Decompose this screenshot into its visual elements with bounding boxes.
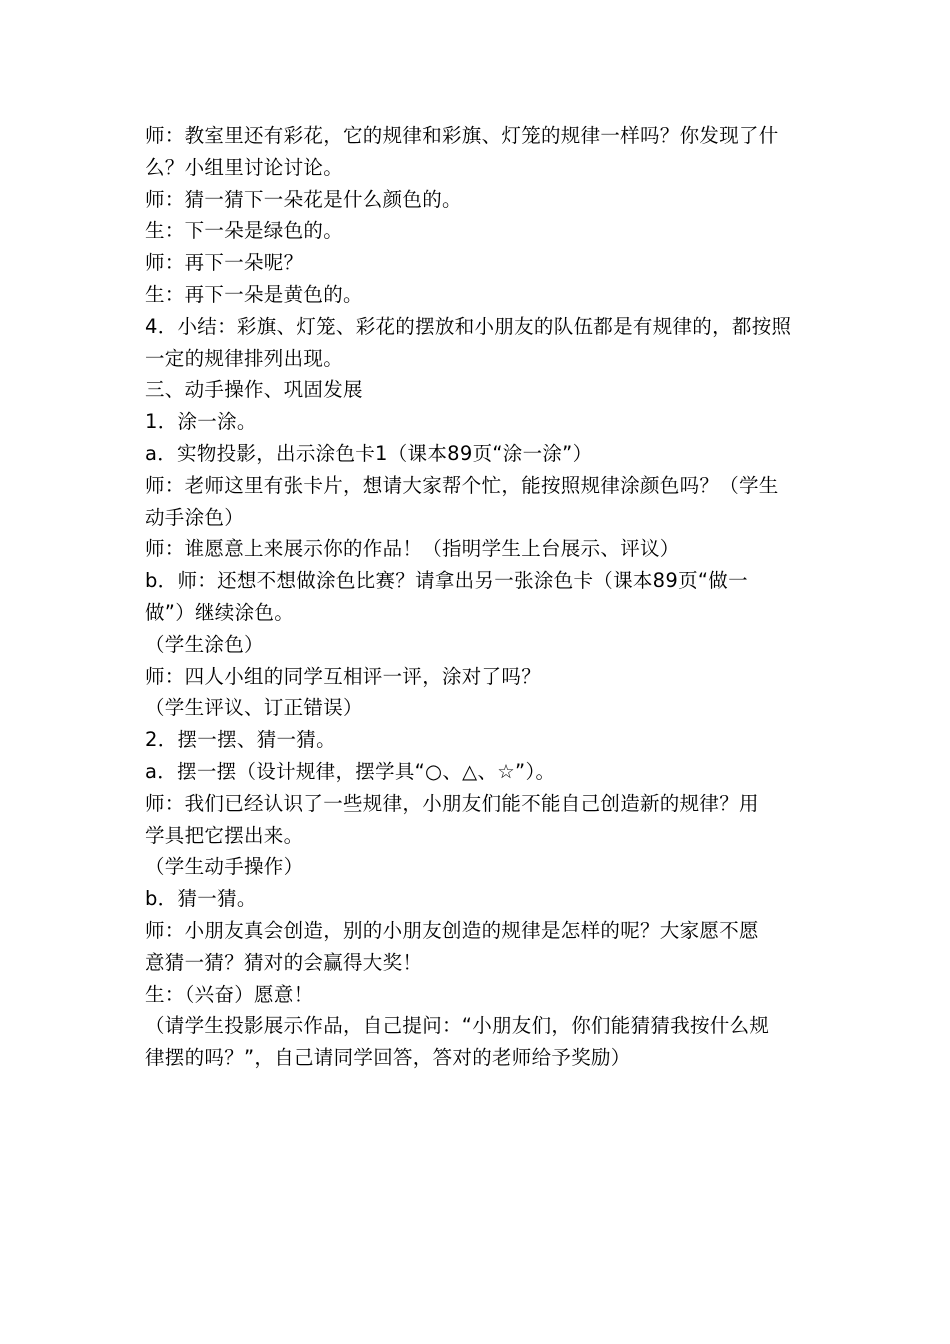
text-line: b．师：还想不想做涂色比赛？请拿出另一张涂色卡（课本89页“做一 [145,569,748,593]
text-line: 么？小组里讨论讨论。 [145,155,344,179]
text-line: a．实物投影，出示涂色卡1（课本89页“涂一涂”） [145,441,593,465]
text-line: 师：四人小组的同学互相评一评，涂对了吗？ [145,664,542,688]
text-line: 学具把它摆出来。 [145,823,304,847]
section-heading: 三、动手操作、巩固发展 [145,378,363,402]
text-line: 生：下一朵是绿色的。 [145,219,344,243]
text-line: 1．涂一涂。 [145,410,257,434]
text-line: 师：教室里还有彩花，它的规律和彩旗、灯笼的规律一样吗？你发现了什 [145,124,779,147]
text-line: （学生评议、订正错误） [145,696,363,720]
text-line: 生：再下一朵是黄色的。 [145,282,363,306]
text-line: 师：我们已经认识了一些规律，小朋友们能不能自己创造新的规律？用 [145,791,759,815]
text-line: （请学生投影展示作品，自己提问：“小朋友们，你们能猜猜我按什么规 [145,1014,770,1038]
text-line: 师：再下一朵呢？ [145,251,304,275]
text-line: 动手涂色） [145,505,245,529]
text-line: 生：（兴奋）愿意！ [145,982,314,1006]
text-line: 2．摆一摆、猜一猜。 [145,728,336,752]
text-line: 师：小朋友真会创造，别的小朋友创造的规律是怎样的呢？大家愿不愿 [145,918,759,942]
text-line: 律摆的吗？”，自己请同学回答，答对的老师给予奖励） [145,1046,631,1070]
text-line: 4．小结：彩旗、灯笼、彩花的摆放和小朋友的队伍都是有规律的，都按照 [145,314,792,338]
document-body [145,120,811,1074]
text-line: 意猜一猜？猜对的会赢得大奖！ [145,950,423,974]
text-line: （学生动手操作） [145,855,304,879]
text-line: 做”）继续涂色。 [145,600,295,624]
text-line: （学生涂色） [145,632,264,656]
text-line: a．摆一摆（设计规律，摆学具“○、△、☆”）。 [145,759,556,783]
text-line: 师：猜一猜下一朵花是什么颜色的。 [145,187,462,211]
text-line: 一定的规律排列出现。 [145,346,344,370]
text-line: 师：谁愿意上来展示你的作品！（指明学生上台展示、评议） [145,537,680,561]
text-line: b．猜一猜。 [145,887,257,911]
text-line: 师：老师这里有张卡片，想请大家帮个忙，能按照规律涂颜色吗？（学生 [145,473,779,497]
